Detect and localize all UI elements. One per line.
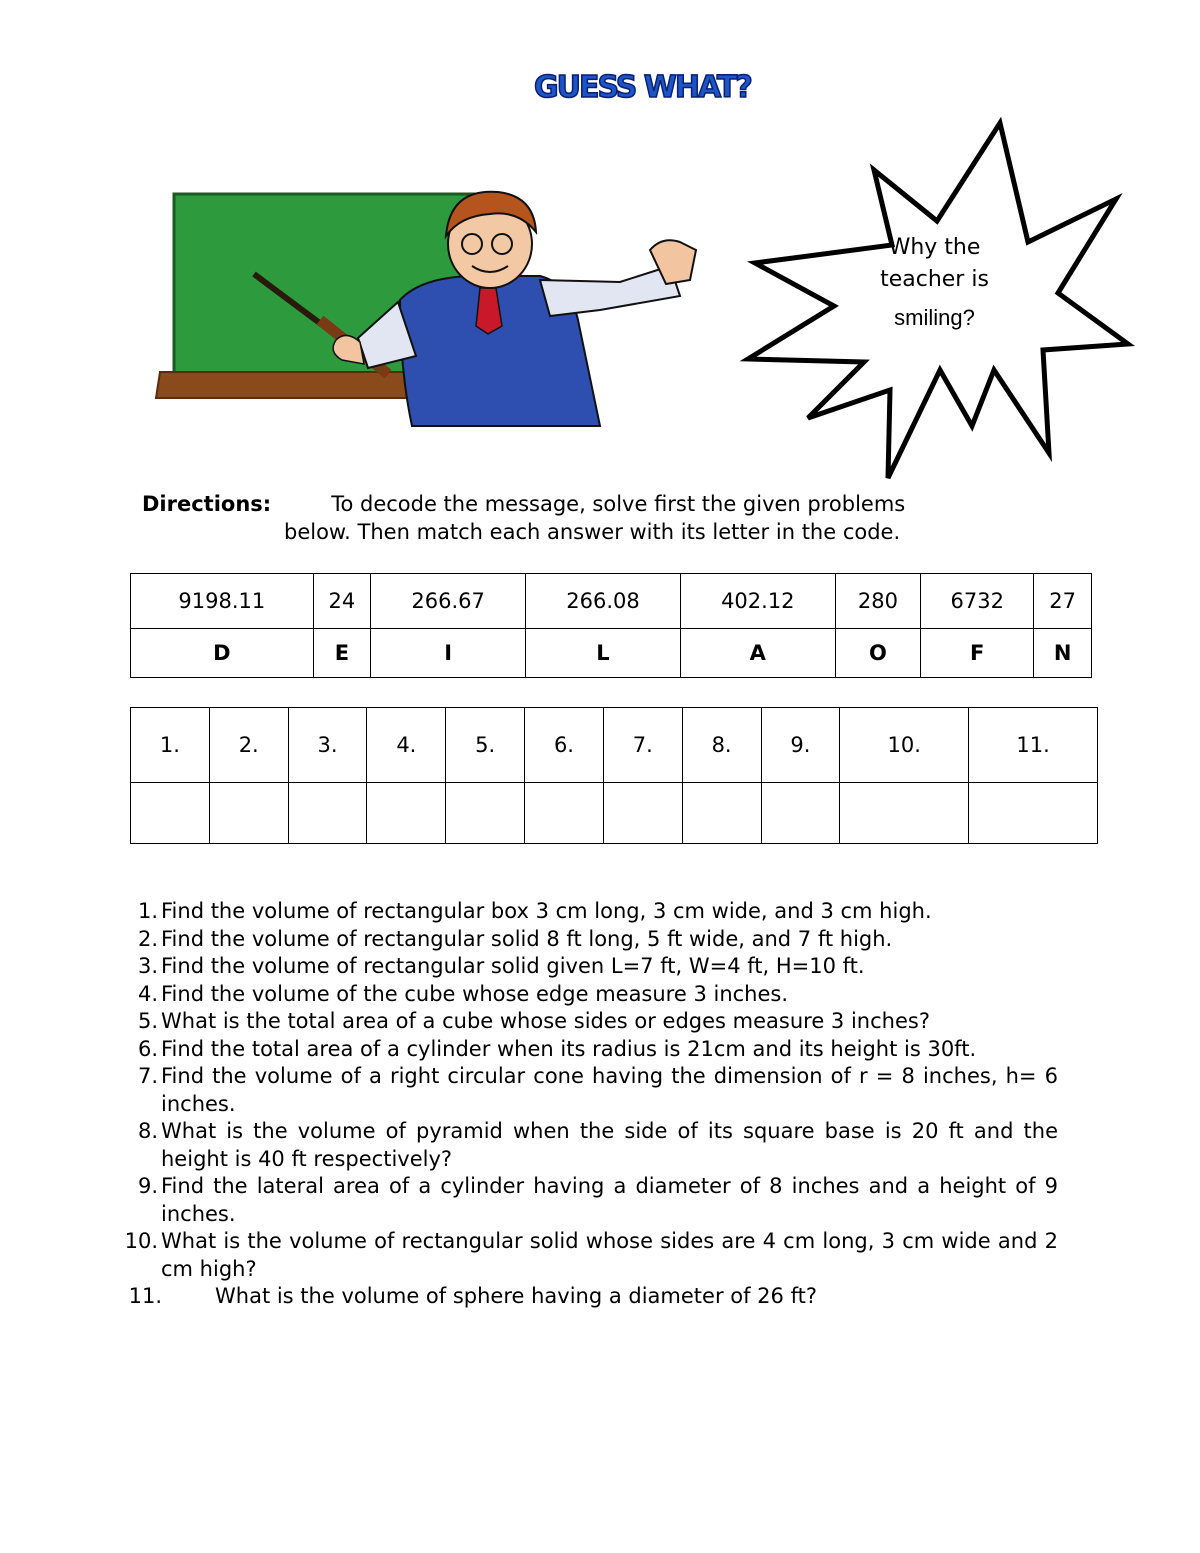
code-letter: L — [526, 629, 681, 678]
answer-table — [130, 707, 1098, 844]
answer-number: 8. — [682, 708, 761, 783]
problem-item — [110, 1228, 1058, 1283]
callout-line-3: smiling? — [894, 305, 975, 330]
problem-item — [110, 1283, 1058, 1311]
problem-item — [110, 953, 1058, 981]
title-word-art — [532, 66, 751, 106]
code-letter: D — [131, 629, 314, 678]
code-letter: I — [371, 629, 526, 678]
code-value: 9198.11 — [131, 574, 314, 629]
code-value: 24 — [313, 574, 371, 629]
answer-number: 6. — [525, 708, 604, 783]
answer-number: 4. — [367, 708, 446, 783]
problem-number: 8. — [137, 1119, 158, 1143]
problem-number: 6. — [137, 1036, 158, 1061]
directions-text-line-2: below. Then match each answer with its letter in the code. — [284, 520, 901, 544]
answer-blank-cell[interactable] — [446, 783, 525, 844]
problem-number: 9. — [137, 1174, 158, 1198]
code-value: 280 — [835, 574, 920, 629]
answer-blank-cell[interactable] — [603, 783, 682, 844]
problem-text: Find the volume of rectangular box 3 cm long, 3 cm wide, and 3 cm high. — [161, 899, 932, 923]
code-letters-row — [131, 629, 1092, 678]
directions-label: Directions: — [142, 492, 272, 516]
problem-item — [110, 981, 1058, 1009]
problem-number: 11. — [128, 1284, 162, 1308]
code-letter: O — [835, 629, 920, 678]
code-table — [130, 573, 1092, 678]
answer-blank-cell[interactable] — [682, 783, 761, 844]
problem-text: What is the volume of rectangular solid whose sides are 4 cm long, 3 cm wide and 2 cm high? — [161, 1229, 1058, 1281]
problem-text: Find the lateral area of a cylinder having a diameter of 8 inches and a height of 9 inches. — [161, 1174, 1058, 1226]
problem-text: Find the total area of a cylinder when its radius is 21cm and its height is 30ft. — [161, 1036, 977, 1061]
problem-item — [110, 926, 1058, 954]
problem-text: What is the volume of sphere having a diameter of 26 ft? — [215, 1284, 817, 1308]
answer-blank-cell[interactable] — [969, 783, 1098, 844]
callout-text — [862, 232, 1007, 334]
code-values-row — [131, 574, 1092, 629]
answer-number: 10. — [840, 708, 969, 783]
callout-line-1: Why the — [888, 235, 981, 260]
code-value: 266.67 — [371, 574, 526, 629]
answer-numbers-row — [131, 708, 1098, 783]
title-text: GUESS WHAT? — [534, 70, 751, 105]
problem-number: 3. — [137, 954, 158, 978]
problem-item — [110, 1118, 1058, 1173]
code-letter: F — [921, 629, 1034, 678]
code-value: 266.08 — [526, 574, 681, 629]
answer-number: 2. — [209, 708, 288, 783]
problem-text: Find the volume of a right circular cone having the dimension of r = 8 inches, h= 6 inches. — [161, 1064, 1058, 1116]
answer-number: 9. — [761, 708, 840, 783]
directions — [142, 490, 1058, 546]
problem-text: Find the volume of the cube whose edge measure 3 inches. — [161, 981, 789, 1006]
answer-number: 1. — [131, 708, 210, 783]
teacher-illustration — [150, 180, 710, 440]
answer-number: 11. — [969, 708, 1098, 783]
problem-number: 7. — [137, 1064, 158, 1088]
problem-number: 10. — [124, 1229, 158, 1253]
problem-text: Find the volume of rectangular solid given L=7 ft, W=4 ft, H=10 ft. — [161, 954, 865, 978]
problem-item — [110, 1036, 1058, 1064]
answer-blanks-row — [131, 783, 1098, 844]
code-value: 402.12 — [680, 574, 835, 629]
answer-blank-cell[interactable] — [209, 783, 288, 844]
answer-blank-cell[interactable] — [288, 783, 367, 844]
problem-item — [110, 1173, 1058, 1228]
directions-text-line-1: To decode the message, solve first the given problems — [331, 492, 906, 516]
problem-number: 2. — [137, 926, 158, 951]
code-letter: E — [313, 629, 371, 678]
callout-line-2: teacher is — [880, 267, 989, 292]
problem-text: What is the volume of pyramid when the side of its square base is 20 ft and the height is 40 ft respectively? — [161, 1119, 1058, 1171]
code-letter: N — [1034, 629, 1092, 678]
problem-number: 5. — [137, 1009, 158, 1033]
problem-item — [110, 1008, 1058, 1036]
problem-number: 4. — [137, 981, 158, 1006]
answer-blank-cell[interactable] — [367, 783, 446, 844]
problem-item — [110, 1063, 1058, 1118]
code-letter: A — [680, 629, 835, 678]
answer-number: 7. — [603, 708, 682, 783]
answer-blank-cell[interactable] — [525, 783, 604, 844]
code-value: 6732 — [921, 574, 1034, 629]
code-value: 27 — [1034, 574, 1092, 629]
answer-blank-cell[interactable] — [131, 783, 210, 844]
problem-text: What is the total area of a cube whose sides or edges measure 3 inches? — [161, 1009, 930, 1033]
answer-number: 5. — [446, 708, 525, 783]
problem-item — [110, 898, 1058, 926]
problem-number: 1. — [137, 899, 158, 923]
answer-number: 3. — [288, 708, 367, 783]
answer-blank-cell[interactable] — [761, 783, 840, 844]
problem-text: Find the volume of rectangular solid 8 ft long, 5 ft wide, and 7 ft high. — [161, 926, 893, 951]
answer-blank-cell[interactable] — [840, 783, 969, 844]
problem-list — [110, 898, 1058, 1311]
